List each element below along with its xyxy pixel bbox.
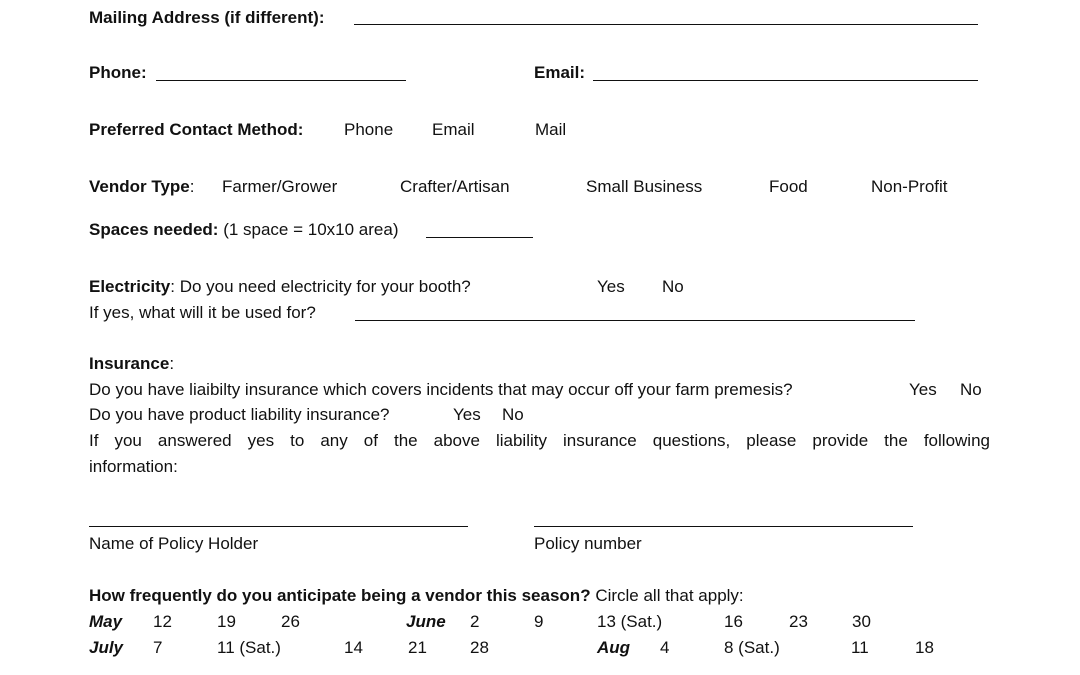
date-aug-18[interactable]: 18	[915, 638, 934, 657]
insurance-q1-yes[interactable]: Yes	[909, 380, 937, 399]
date-aug-4[interactable]: 4	[660, 638, 670, 657]
date-june-30[interactable]: 30	[852, 612, 871, 631]
spaces-needed-note: (1 space = 10x10 area)	[223, 220, 399, 239]
electricity-yes[interactable]: Yes	[597, 277, 625, 296]
vendor-option-small-business[interactable]: Small Business	[586, 177, 703, 196]
vendor-type-label: Vendor Type	[89, 177, 190, 196]
date-aug-8[interactable]: 8 (Sat.)	[724, 638, 780, 657]
email-field[interactable]	[593, 80, 978, 81]
mailing-address-label: Mailing Address (if different):	[89, 8, 325, 27]
insurance-instruction-line2: information:	[89, 457, 178, 476]
insurance-label: Insurance	[89, 354, 170, 373]
policy-holder-label: Name of Policy Holder	[89, 534, 259, 553]
electricity-use-field[interactable]	[355, 320, 915, 321]
insurance-q2-no[interactable]: No	[502, 405, 524, 424]
insurance-q2: Do you have product liability insurance?	[89, 405, 390, 424]
policy-number-field[interactable]	[534, 526, 913, 527]
month-aug: Aug	[597, 638, 631, 657]
month-june: June	[406, 612, 446, 631]
date-july-21[interactable]: 21	[408, 638, 427, 657]
date-june-9[interactable]: 9	[534, 612, 544, 631]
month-may: May	[89, 612, 123, 631]
insurance-colon: :	[169, 354, 175, 373]
frequency-row	[89, 586, 744, 606]
preferred-contact-label: Preferred Contact Method:	[89, 120, 304, 139]
date-may-12[interactable]: 12	[153, 612, 172, 631]
policy-holder-field[interactable]	[89, 526, 468, 527]
date-aug-11[interactable]: 11	[851, 638, 869, 657]
date-may-26[interactable]: 26	[281, 612, 300, 631]
insurance-heading	[89, 354, 174, 374]
vendor-option-crafter[interactable]: Crafter/Artisan	[400, 177, 510, 196]
spaces-needed-label: Spaces needed:	[89, 220, 219, 239]
frequency-question: How frequently do you anticipate being a vendor this season?	[89, 586, 591, 605]
contact-option-phone[interactable]: Phone	[344, 120, 394, 139]
contact-option-email[interactable]: Email	[432, 120, 475, 139]
electricity-use-label: If yes, what will it be used for?	[89, 303, 316, 322]
electricity-label: Electricity	[89, 277, 171, 296]
date-july-11[interactable]: 11 (Sat.)	[217, 638, 281, 657]
mailing-address-field[interactable]	[354, 24, 978, 25]
date-june-23[interactable]: 23	[789, 612, 808, 631]
date-june-13[interactable]: 13 (Sat.)	[597, 612, 663, 631]
date-may-19[interactable]: 19	[217, 612, 236, 631]
phone-label: Phone:	[89, 63, 147, 82]
date-july-14[interactable]: 14	[344, 638, 363, 657]
date-june-16[interactable]: 16	[724, 612, 743, 631]
electricity-no[interactable]: No	[662, 277, 684, 296]
insurance-q1-no[interactable]: No	[960, 380, 982, 399]
spaces-needed-field[interactable]	[426, 237, 533, 238]
date-june-2[interactable]: 2	[470, 612, 480, 631]
electricity-question: : Do you need electricity for your booth?	[170, 277, 471, 296]
month-july: July	[89, 638, 124, 657]
vendor-option-non-profit[interactable]: Non-Profit	[871, 177, 948, 196]
vendor-option-food[interactable]: Food	[769, 177, 808, 196]
vendor-type-heading	[89, 177, 195, 197]
electricity-row	[89, 277, 471, 297]
insurance-q1: Do you have liaibilty insurance which covers incidents that may occur off your farm premesis?	[89, 380, 793, 399]
vendor-type-colon: :	[189, 177, 195, 196]
date-july-7[interactable]: 7	[153, 638, 163, 657]
frequency-instruction: Circle all that apply:	[595, 586, 744, 605]
spaces-needed-row	[89, 220, 399, 240]
phone-field[interactable]	[156, 80, 406, 81]
policy-number-label: Policy number	[534, 534, 642, 553]
insurance-q2-yes[interactable]: Yes	[453, 405, 481, 424]
date-july-28[interactable]: 28	[470, 638, 489, 657]
contact-option-mail[interactable]: Mail	[535, 120, 567, 139]
email-label: Email:	[534, 63, 586, 82]
insurance-instruction-line1: If you answered yes to any of the above liability insurance questions, please provide the following	[89, 431, 990, 450]
vendor-option-farmer[interactable]: Farmer/Grower	[222, 177, 338, 196]
